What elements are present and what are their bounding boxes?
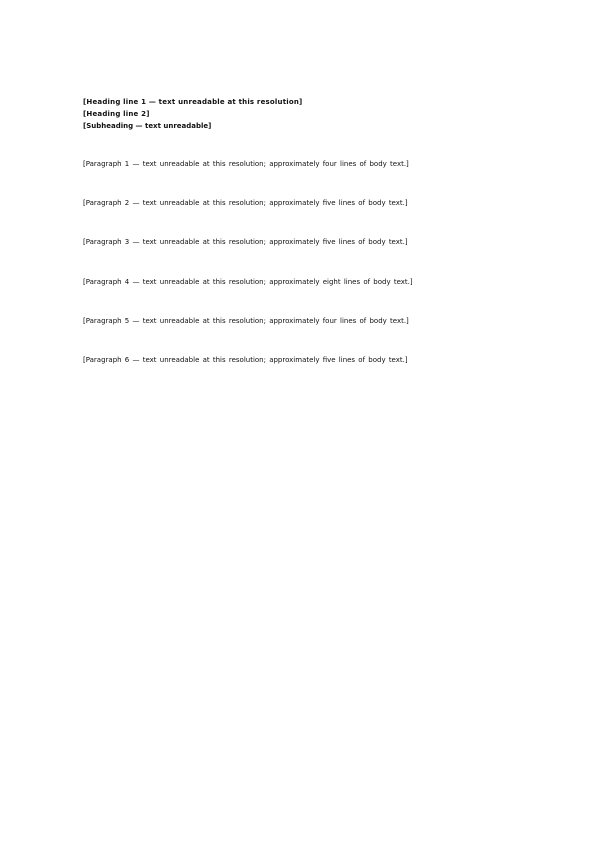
paragraph-4: [Paragraph 4 — text unreadable at this resolution; approximately eight lines of body text.] <box>83 277 413 286</box>
document-heading-line-2: [Heading line 2] <box>83 110 150 118</box>
paragraph-5: [Paragraph 5 — text unreadable at this resolution; approximately four lines of body text.] <box>83 316 409 325</box>
paragraph-2: [Paragraph 2 — text unreadable at this resolution; approximately five lines of body text.] <box>83 199 408 208</box>
document-heading-line-1: [Heading line 1 — text unreadable at this resolution] <box>83 98 303 106</box>
paragraph-1: [Paragraph 1 — text unreadable at this resolution; approximately four lines of body text.] <box>83 160 409 168</box>
document-body <box>83 96 513 393</box>
document-subheading: [Subheading — text unreadable] <box>83 122 212 130</box>
paragraph-3: [Paragraph 3 — text unreadable at this resolution; approximately five lines of body text.] <box>83 238 408 247</box>
paragraph-6: [Paragraph 6 — text unreadable at this resolution; approximately five lines of body text.] <box>83 356 408 365</box>
